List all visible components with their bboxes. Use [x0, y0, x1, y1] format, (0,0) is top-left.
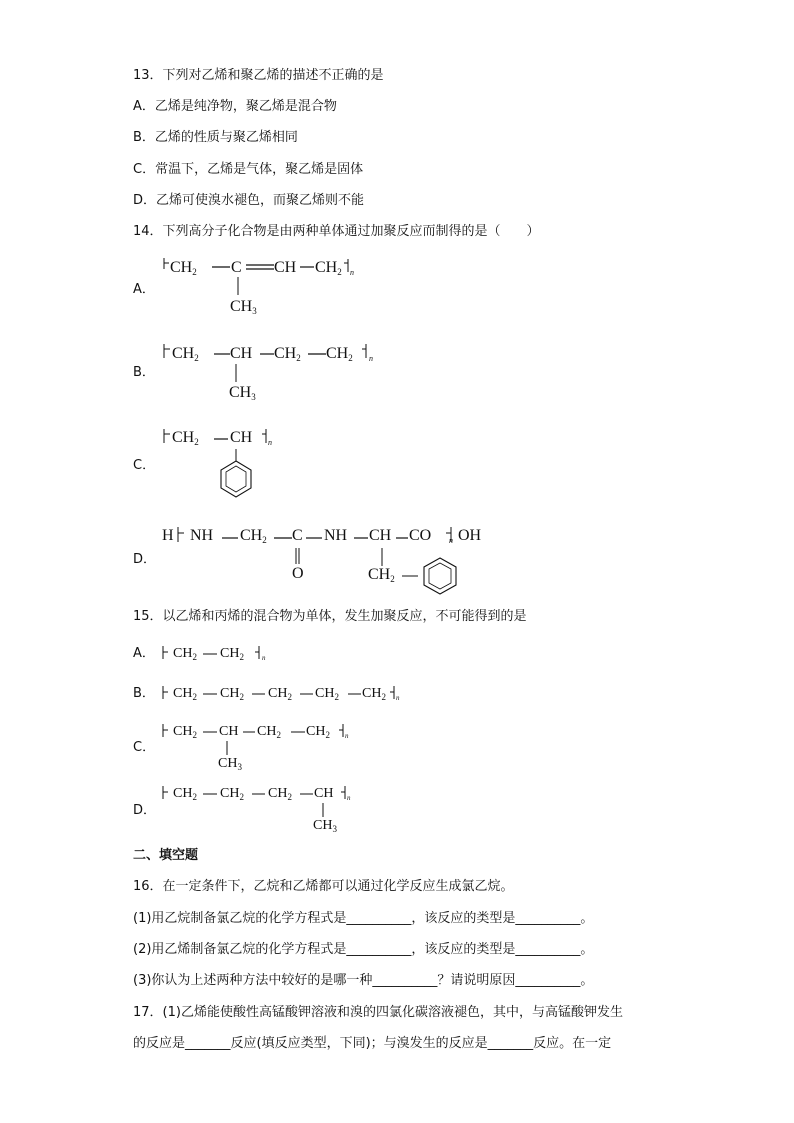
q15-label-c: C． [133, 740, 156, 755]
q14-c-bonds [150, 425, 280, 505]
q13-stem: 13．下列对乙烯和聚乙烯的描述不正确的是 [133, 68, 384, 83]
q16-line-3: (3)你认为上述两种方法中较好的是哪一种__________？请说明原因__________。 [133, 973, 594, 988]
q17-line-1: 17．(1)乙烯能使酸性高锰酸钾溶液和溴的四氯化碳溶液褪色，其中，与高锰酸钾发生 [133, 1005, 623, 1020]
q14-d-co: CO [409, 527, 432, 544]
q15-label-d: D． [133, 803, 157, 818]
q14-d-ch: CH [369, 527, 392, 544]
q15-d-ch: CH [314, 786, 334, 801]
q14-d-o: O [292, 565, 304, 582]
q14-c-n: n [268, 438, 272, 447]
q14-label-b: B． [133, 365, 155, 380]
q15-a-ch2-2: $CH_2$ [220, 646, 244, 662]
q14-b-branch: $CH_3$ [229, 384, 256, 402]
section-heading: 二、填空题 [133, 848, 199, 863]
q13-option-b: B．乙烯的性质与聚乙烯相同 [133, 130, 298, 145]
q14-b-ch2-2: $CH_2$ [274, 345, 301, 363]
q15-c-ch2-3: $CH_2$ [306, 724, 330, 740]
q13-option-a: A．乙烯是纯净物，聚乙烯是混合物 [133, 99, 337, 114]
q14-a-n: n [350, 268, 354, 277]
q15-c-ch2-1: $CH_2$ [173, 724, 197, 740]
q14-b-ch2-1: $CH_2$ [172, 345, 199, 363]
q14-a-ch2-2: $CH_2$ [315, 259, 342, 277]
q14-d-c: C [292, 527, 303, 544]
q15-label-b: B． [133, 686, 155, 701]
q17-line-2: 的反应是_______反应(填反应类型，下同)；与溴发生的反应是_______反应。在一定 [133, 1036, 612, 1051]
q15-b-ch2-5: $CH_2$ [362, 686, 386, 702]
q15-d-ch3: $CH_3$ [313, 818, 337, 834]
q15-c-n: n [345, 732, 349, 740]
q13-option-d: D．乙烯可使溴水褪色，而聚乙烯则不能 [133, 193, 365, 208]
q16-line-2: (2)用乙烯制备氯乙烷的化学方程式是__________，该反应的类型是__________。 [133, 942, 594, 957]
q14-c-ch: CH [230, 429, 253, 446]
q14-a-branch: $CH_3$ [230, 298, 257, 316]
q15-stem: 15．以乙烯和丙烯的混合物为单体，发生加聚反应，不可能得到的是 [133, 609, 527, 624]
q15-d-ch2-2: $CH_2$ [220, 786, 244, 802]
q14-d-h: H [162, 527, 174, 544]
q14-b-ch2-3: $CH_2$ [326, 345, 353, 363]
q15-b-ch2-4: $CH_2$ [315, 686, 339, 702]
q15-a-ch2-1: $CH_2$ [173, 646, 197, 662]
q16-line-1: (1)用乙烷制备氯乙烷的化学方程式是__________，该反应的类型是__________。 [133, 911, 594, 926]
q14-a-ch: CH [274, 259, 297, 276]
q14-d-oh: OH [458, 527, 482, 544]
q15-b-ch2-1: $CH_2$ [173, 686, 197, 702]
q14-d-nh-1: NH [190, 527, 214, 544]
q14-d-ch2: $CH_2$ [240, 527, 267, 545]
q16-stem: 16．在一定条件下，乙烷和乙烯都可以通过化学反应生成氯乙烷。 [133, 879, 514, 894]
q15-b-n: n [396, 694, 400, 702]
q14-d-n: n [449, 536, 453, 545]
q14-d-branch-ch2: $CH_2$ [368, 566, 395, 584]
q15-a-n: n [262, 654, 266, 662]
q15-b-ch2-3: $CH_2$ [268, 686, 292, 702]
q14-a-text: $CH_2$ [170, 259, 197, 277]
q14-label-d: D． [133, 552, 157, 567]
q15-c-ch2-2: $CH_2$ [257, 724, 281, 740]
q15-label-a: A． [133, 646, 155, 661]
q15-b-ch2-2: $CH_2$ [220, 686, 244, 702]
q14-c-ch2: $CH_2$ [172, 429, 199, 447]
q14-label-c: C． [133, 458, 156, 473]
q15-c-ch: CH [219, 724, 239, 739]
q14-b-ch: CH [230, 345, 253, 362]
q15-c-ch3: $CH_3$ [218, 756, 242, 772]
q15-d-ch2-1: $CH_2$ [173, 786, 197, 802]
q14-b-n: n [369, 354, 373, 363]
q14-d-nh-2: NH [324, 527, 348, 544]
q14-stem: 14．下列高分子化合物是由两种单体通过加聚反应而制得的是（ ） [133, 224, 540, 239]
q15-d-n: n [347, 794, 351, 802]
q13-option-c: C．常温下，乙烯是气体，聚乙烯是固体 [133, 162, 364, 177]
q15-d-ch2-3: $CH_2$ [268, 786, 292, 802]
q14-a-c: C [231, 259, 242, 276]
q14-label-a: A． [133, 282, 155, 297]
